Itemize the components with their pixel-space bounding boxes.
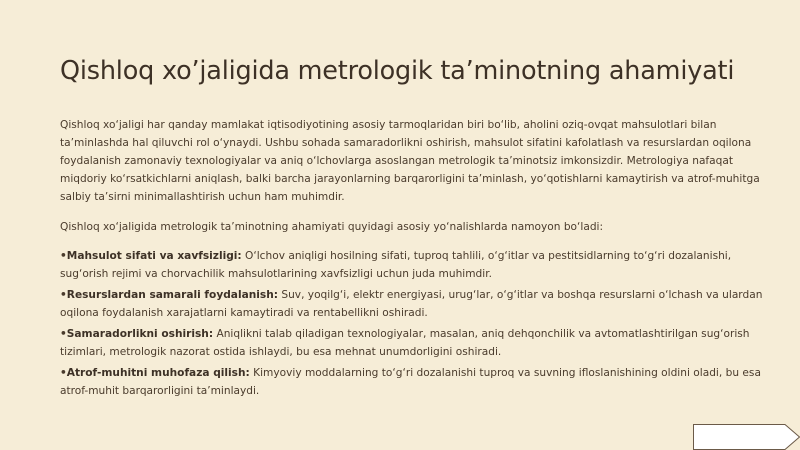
- bullet-marker: •: [60, 250, 67, 262]
- bullet-marker: •: [60, 367, 67, 379]
- bullet-item-product-quality: [60, 247, 766, 283]
- bullet-text: Aniqlikni talab qiladigan texnologiyalar, masalan, aniq dehqonchilik va avtomatlashtirilgan sug‘orish tizimlari, metrologik nazorat ostida ishlaydi, bu esa mehnat unumdorligini oshiradi.: [60, 328, 750, 358]
- bullet-marker: •: [60, 289, 67, 301]
- bullet-term: Samaradorlikni oshirish:: [66, 328, 214, 340]
- bullet-term: Atrof-muhitni muhofaza qilish:: [66, 367, 250, 379]
- bullet-term: Mahsulot sifati va xavfsizligi:: [66, 250, 242, 262]
- lead-paragraph: Qishloq xo‘jaligida metrologik ta’minotning ahamiyati quyidagi asosiy yo‘nalishlarda namoyon bo‘ladi:: [60, 221, 604, 233]
- next-arrow-box-icon: [693, 424, 800, 450]
- slide-content: [60, 116, 766, 403]
- bullet-item-efficiency: [60, 325, 766, 361]
- bullet-term: Resurslardan samarali foydalanish:: [66, 289, 278, 301]
- bullet-text: Kimyoviy moddalarning to‘g‘ri dozalanishi tuproq va suvning ifloslanishining oldini oladi, bu esa atrof-muhit barqarorligini ta’minlaydi.: [60, 367, 761, 397]
- bullet-text: O‘lchov aniqligi hosilning sifati, tuproq tahlili, o‘g‘itlar va pestitsidlarning to‘g‘ri dozalanishi, sug‘orish rejimi va chorvachilik mahsulotlarining xavfsizligi uchun juda muhimdir.: [60, 250, 732, 280]
- slide-title: Qishloq xo’jaligida metrologik ta’minotning ahamiyati: [60, 56, 735, 86]
- intro-paragraph: Qishloq xo‘jaligi har qanday mamlakat iqtisodiyotining asosiy tarmoqlaridan biri bo‘lib, aholini oziq-ovqat mahsulotlari bilan ta’minlashda hal qiluvchi rol o‘ynaydi. Ushbu sohada samaradorlikni oshirish, mahsulot sifatini kafolatlash va resurslardan oqilona foydalanish zamonaviy texnologiyalar va aniq o‘lchovlarga asoslangan metrologik ta’minotsiz imkonsizdir. Metrologiya nafaqat miqdoriy ko‘rsatkichlarni aniqlash, balki barcha jarayonlarning barqarorligini ta’minlash, yo‘qotishlarni kamaytirish va atrof-muhitga salbiy ta’sirni minimallashtirish uchun ham muhimdir.: [60, 119, 760, 203]
- next-slide-button[interactable]: [693, 424, 800, 450]
- bullet-text: Suv, yoqilg‘i, elektr energiyasi, urug‘lar, o‘g‘itlar va boshqa resurslarni o‘lchash va ulardan oqilona foydalanish xarajatlarni kamaytiradi va rentabellikni oshiradi.: [60, 289, 763, 319]
- bullet-item-environment: [60, 364, 766, 400]
- bullet-marker: •: [60, 328, 67, 340]
- bullet-item-resource-use: [60, 286, 766, 322]
